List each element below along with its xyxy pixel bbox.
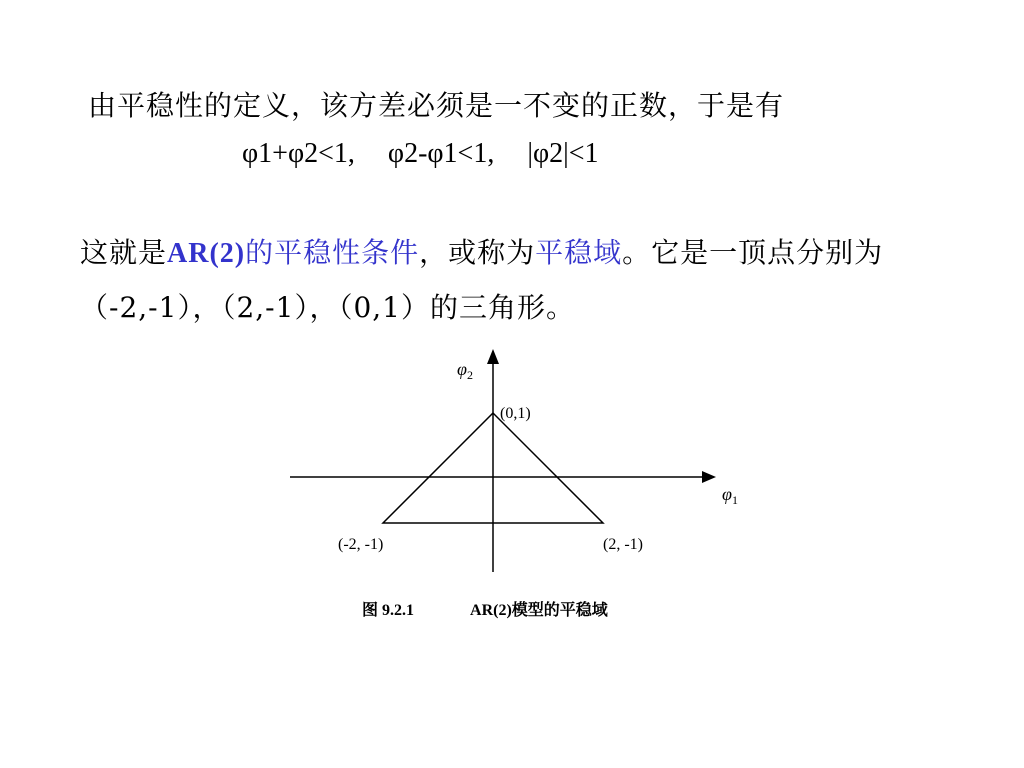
vertex-label-top: (0,1) [500,405,531,422]
ar2-term: AR(2) [167,238,246,269]
caption-title: AR(2)模型的平稳域 [470,602,608,619]
y-axis-arrow [487,349,499,364]
figure-caption [362,597,608,620]
condition-3: |φ2|<1 [527,138,599,169]
paragraph-middle: ，或称为 [419,236,536,269]
vertex-label-right: (2, -1) [603,536,643,553]
caption-number: 图 9.2.1 [362,602,415,619]
condition-2: φ2-φ1<1, [387,138,495,169]
x-axis-label: $\varphi_1$ [722,484,738,507]
region-term: 平稳域 [535,236,623,269]
paragraph-prefix: 这就是 [80,236,168,269]
x-axis-arrow [702,471,716,483]
condition-1: φ1+φ2<1, [242,138,355,169]
vertex-label-left: (-2, -1) [338,536,384,553]
paragraph-suffix: 。它是一顶点分别为（-2,-1），（2,-1），（0,1）的三角形。 [80,236,884,324]
intro-line: 由平稳性的定义，该方差必须是一不变的正数，于是有 [88,89,785,122]
y-axis-label: $\varphi_2$ [457,359,473,382]
condition-term: 的平稳性条件 [245,236,420,269]
